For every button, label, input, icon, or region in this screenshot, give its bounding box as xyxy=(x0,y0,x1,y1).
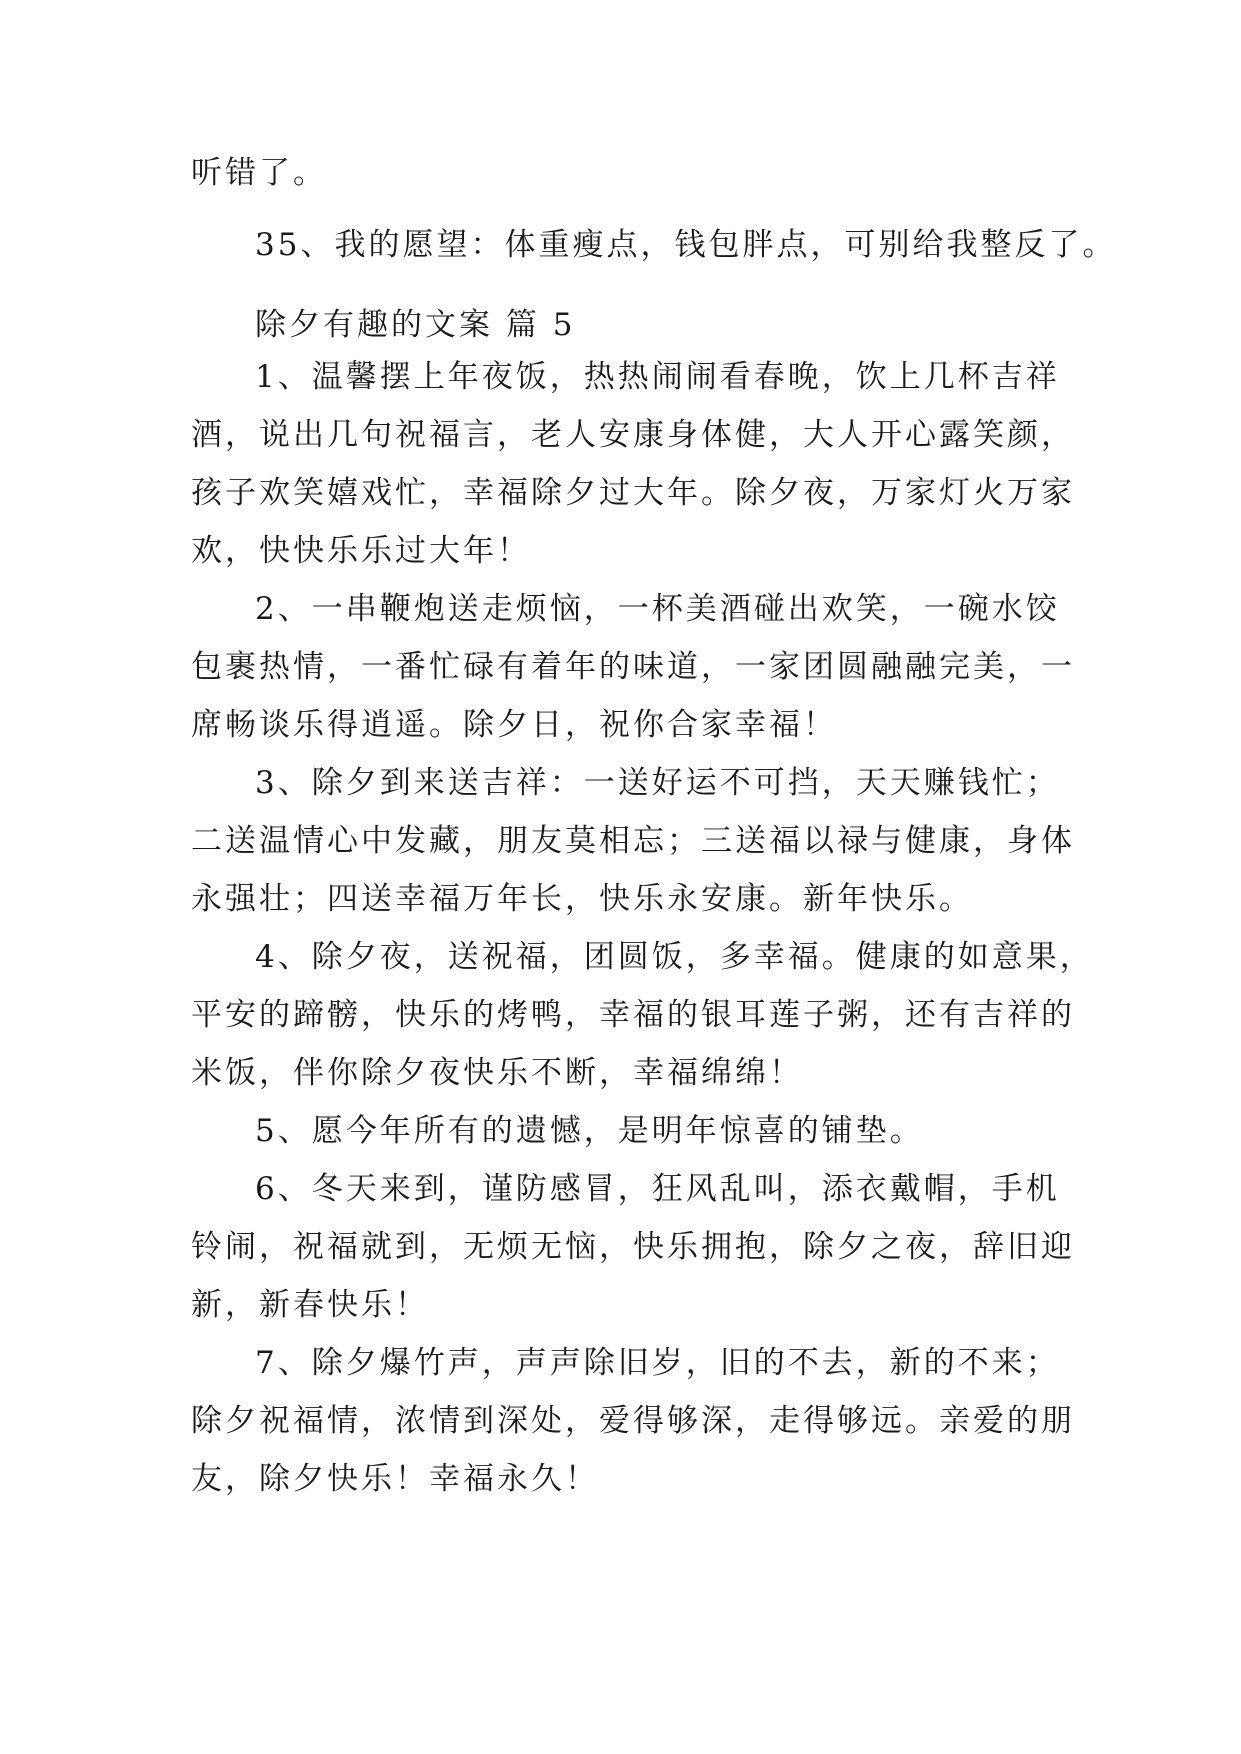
text-line: 席畅谈乐得逍遥。除夕日，祝你合家幸福！ xyxy=(191,707,837,743)
text-line: 除夕祝福情，浓情到深处，爱得够深，走得够远。亲爱的朋 xyxy=(191,1403,1075,1439)
text-line: 7、除夕爆竹声，声声除旧岁，旧的不去，新的不来； xyxy=(255,1345,1060,1381)
text-line: 2、一串鞭炮送走烦恼，一杯美酒碰出欢笑，一碗水饺 xyxy=(255,591,1060,627)
text-line: 友，除夕快乐！幸福永久！ xyxy=(191,1461,599,1497)
paragraph-5 xyxy=(191,1102,1071,1160)
text-line: 6、冬天来到，谨防感冒，狂风乱叫，添衣戴帽，手机 xyxy=(255,1171,1060,1207)
paragraph-3 xyxy=(191,754,1075,928)
paragraph-7 xyxy=(191,1334,1075,1508)
fragment-paragraph xyxy=(191,144,1071,202)
text-line: 3、除夕到来送吉祥：一送好运不可挡，天天赚钱忙； xyxy=(255,765,1060,801)
section-heading: 除夕有趣的文案 篇 5 xyxy=(255,307,576,343)
item-35-paragraph xyxy=(191,216,1117,274)
paragraph-6 xyxy=(191,1160,1075,1334)
paragraph-2 xyxy=(191,580,1075,754)
text-line: 4、除夕夜，送祝福，团圆饭，多幸福。健康的如意果， xyxy=(255,939,1094,975)
text-line: 米饭，伴你除夕夜快乐不断，幸福绵绵！ xyxy=(191,1055,803,1091)
text-line: 二送温情心中发藏，朋友莫相忘；三送福以禄与健康，身体 xyxy=(191,823,1075,859)
text-line: 平安的蹄髈，快乐的烤鸭，幸福的银耳莲子粥，还有吉祥的 xyxy=(191,997,1075,1033)
text-line: 孩子欢笑嬉戏忙，幸福除夕过大年。除夕夜，万家灯火万家 xyxy=(191,475,1075,511)
text-line: 1、温馨摆上年夜饭，热热闹闹看春晚，饮上几杯吉祥 xyxy=(255,359,1060,395)
text-line: 酒，说出几句祝福言，老人安康身体健，大人开心露笑颜， xyxy=(191,417,1075,453)
paragraph-1 xyxy=(191,348,1075,580)
text-line: 包裹热情，一番忙碌有着年的味道，一家团圆融融完美，一 xyxy=(191,649,1075,685)
text-line: 听错了。 xyxy=(191,155,327,191)
section-title xyxy=(191,296,1071,354)
text-line: 铃闹，祝福就到，无烦无恼，快乐拥抱，除夕之夜，辞旧迎 xyxy=(191,1229,1075,1265)
text-line: 永强壮；四送幸福万年长，快乐永安康。新年快乐。 xyxy=(191,881,973,917)
text-line: 欢，快快乐乐过大年！ xyxy=(191,533,531,569)
text-line: 5、愿今年所有的遗憾，是明年惊喜的铺垫。 xyxy=(255,1113,924,1149)
paragraph-4 xyxy=(191,928,1094,1102)
text-line: 35、我的愿望：体重瘦点，钱包胖点，可别给我整反了。 xyxy=(255,227,1117,263)
text-line: 新，新春快乐！ xyxy=(191,1287,429,1323)
